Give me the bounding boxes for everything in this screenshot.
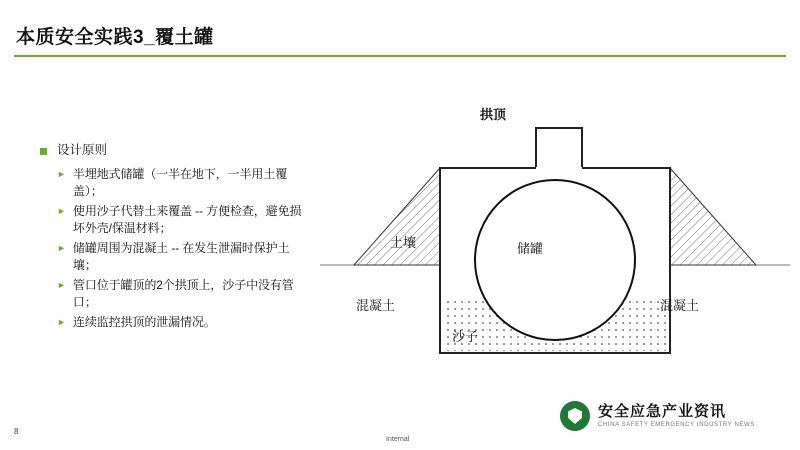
page-title: 本质安全实践3_覆土罐 [16,27,214,48]
logo-text-group [598,404,755,429]
triangle-bullet-icon: ► [57,316,66,327]
list-item [40,314,310,331]
shield-icon [560,401,590,431]
title-divider [14,55,786,57]
footer-note: Internal [386,436,410,443]
buried-tank-diagram [320,90,790,380]
label-soil: 土壤 [390,235,417,250]
brand-logo [560,398,780,434]
list-item [40,240,310,274]
list-item [40,277,310,311]
soil-mound-right [670,168,756,265]
label-concrete-right: 混凝土 [660,298,700,313]
list-item [40,203,310,237]
list-item-label: 使用沙子代替土来覆盖 -- 方便检查，避免损坏外壳/保温材料； [72,203,302,235]
triangle-bullet-icon: ► [57,279,66,290]
square-bullet-icon [40,148,47,155]
dome-nozzle [536,128,582,168]
list-item [40,166,310,200]
list-item-label: 连续监控拱顶的泄漏情况。 [72,314,216,329]
triangle-bullet-icon: ► [57,242,66,253]
list-item-label: 管口位于罐顶的2个拱顶上，沙子中没有管口； [72,277,294,309]
design-principles-list [40,143,310,334]
list-heading [40,143,310,159]
label-sand: 沙子 [452,329,479,344]
page-number: 8 [14,427,19,436]
triangle-bullet-icon: ► [57,168,66,179]
list-item-label: 半埋地式储罐（一半在地下，一半用土覆盖）； [72,166,288,198]
list-item-label: 储罐周围为混凝土 -- 在发生泄漏时保护土壤； [72,240,290,272]
label-concrete-left: 混凝土 [356,298,396,313]
list-heading-label: 设计原则 [57,143,108,157]
logo-sub-text: CHINA SAFETY EMERGENCY INDUSTRY NEWS [598,422,755,429]
label-tank: 储罐 [517,241,544,256]
triangle-bullet-icon: ► [57,205,66,216]
label-dome: 拱顶 [480,107,507,122]
logo-main-text: 安全应急产业资讯 [598,402,727,420]
storage-tank [475,180,635,340]
